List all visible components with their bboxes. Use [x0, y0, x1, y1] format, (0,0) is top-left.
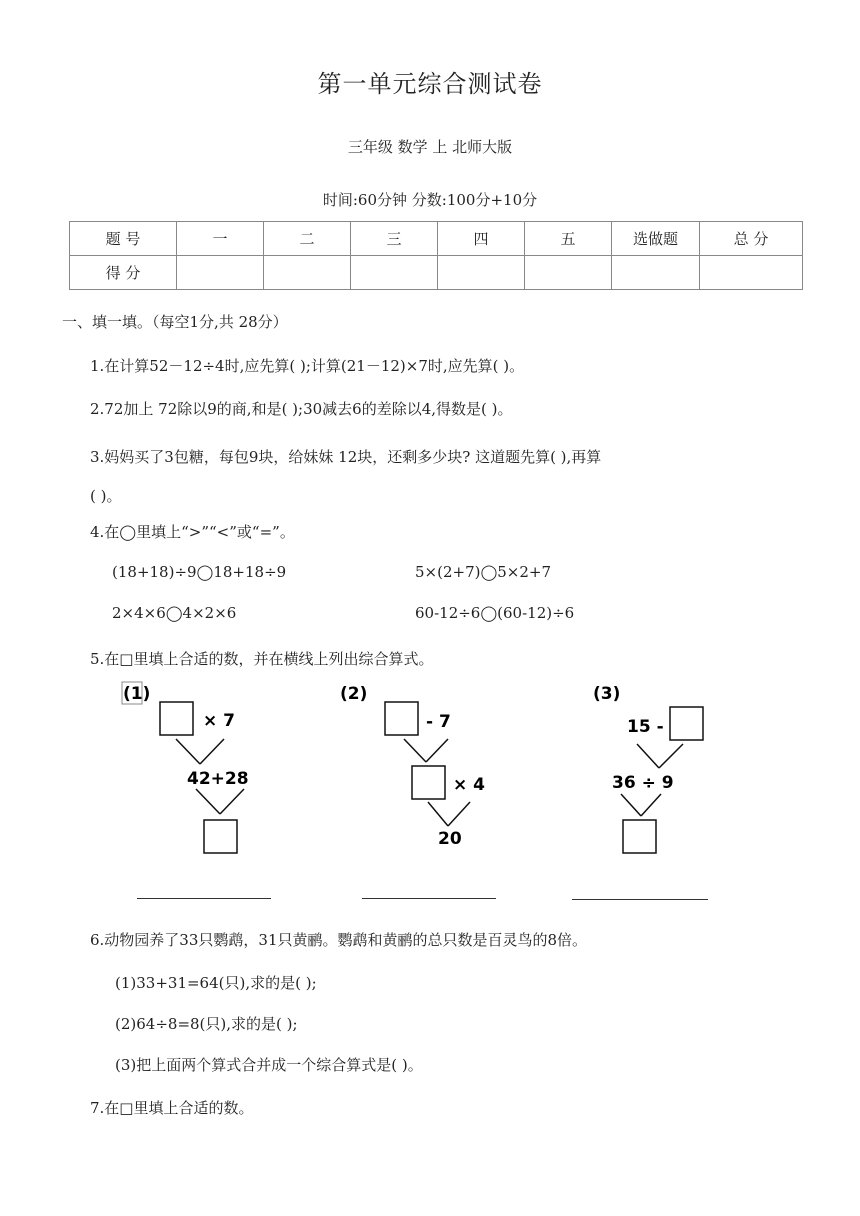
score-cell[interactable] [525, 256, 612, 290]
diagram-label: (2) [340, 684, 368, 704]
score-header-cell: 五 [525, 222, 612, 256]
score-header-cell: 一 [177, 222, 264, 256]
answer-box[interactable] [412, 766, 445, 799]
diagram-label: (1) [123, 684, 151, 704]
score-cell[interactable] [351, 256, 438, 290]
operator-label: - 7 [426, 712, 451, 732]
compare-item: 60-12÷6◯(60-12)÷6 [415, 604, 575, 622]
question-3-line-1: 3.妈妈买了3包糖，每包9块，给妹妹 12块，还剩多少块? 这道题先算( ),再算 [90, 448, 602, 466]
calc-tree-2 [330, 676, 510, 866]
score-header-cell: 四 [438, 222, 525, 256]
page-subtitle: 三年级 数学 上 北师大版 [347, 138, 513, 156]
question-7-stem: 7.在□里填上合适的数。 [90, 1099, 254, 1117]
answer-box[interactable] [385, 702, 418, 735]
score-cell[interactable] [177, 256, 264, 290]
score-cell[interactable] [700, 256, 803, 290]
score-cell[interactable] [264, 256, 351, 290]
compare-item: 5×(2+7)◯5×2+7 [415, 563, 552, 581]
compare-item: 2×4×6◯4×2×6 [112, 604, 237, 622]
time-info: 时间:60分钟 分数:100分+10分 [322, 191, 538, 209]
question-6-stem: 6.动物园养了33只鹦鹉，31只黄鹂。鹦鹉和黄鹂的总只数是百灵鸟的8倍。 [90, 931, 588, 949]
score-cell[interactable] [438, 256, 525, 290]
calc-tree-3 [585, 676, 765, 866]
score-header-cell: 题 号 [70, 222, 177, 256]
answer-box[interactable] [204, 820, 237, 853]
question-6-sub: (3)把上面两个算式合并成一个综合算式是( )。 [115, 1056, 423, 1074]
question-4-stem: 4.在◯里填上“>”“<”或“=”。 [90, 523, 295, 541]
question-5-stem: 5.在□里填上合适的数，并在横线上列出综合算式。 [90, 650, 434, 668]
answer-line[interactable] [572, 899, 708, 900]
question-6-sub: (2)64÷8=8(只),求的是( ); [115, 1015, 298, 1033]
intermediate-expression: 42+28 [187, 769, 249, 789]
score-table-header-row [70, 222, 803, 256]
compare-item: (18+18)÷9◯18+18÷9 [112, 563, 287, 581]
result-value: 20 [438, 829, 462, 849]
question-2: 2.72加上 72除以9的商,和是( );30减去6的差除以4,得数是( )。 [90, 400, 513, 418]
question-3-line-2: ( )。 [90, 487, 122, 505]
score-cell[interactable] [612, 256, 700, 290]
question-1: 1.在计算52－12÷4时,应先算( );计算(21－12)×7时,应先算( )。 [90, 357, 525, 375]
score-table [69, 221, 803, 290]
section-heading: 一、填一填。（每空1分,共 28分） [62, 313, 288, 331]
score-header-cell: 三 [351, 222, 438, 256]
answer-line[interactable] [137, 898, 271, 899]
score-header-cell: 选做题 [612, 222, 700, 256]
score-header-cell: 总 分 [700, 222, 803, 256]
score-header-cell: 二 [264, 222, 351, 256]
page-title: 第一单元综合测试卷 [317, 70, 543, 98]
answer-box[interactable] [670, 707, 703, 740]
score-table-score-row [70, 256, 803, 290]
question-6-sub: (1)33+31=64(只),求的是( ); [115, 974, 317, 992]
answer-box[interactable] [160, 702, 193, 735]
operator-label: × 4 [453, 775, 485, 795]
diagram-label: (3) [593, 684, 621, 704]
intermediate-expression: 36 ÷ 9 [612, 773, 674, 793]
operator-label: 15 - [627, 717, 664, 737]
answer-box[interactable] [623, 820, 656, 853]
calc-tree-1 [110, 676, 290, 866]
operator-label: × 7 [203, 711, 235, 731]
answer-line[interactable] [362, 898, 496, 899]
score-row-label: 得 分 [70, 256, 177, 290]
